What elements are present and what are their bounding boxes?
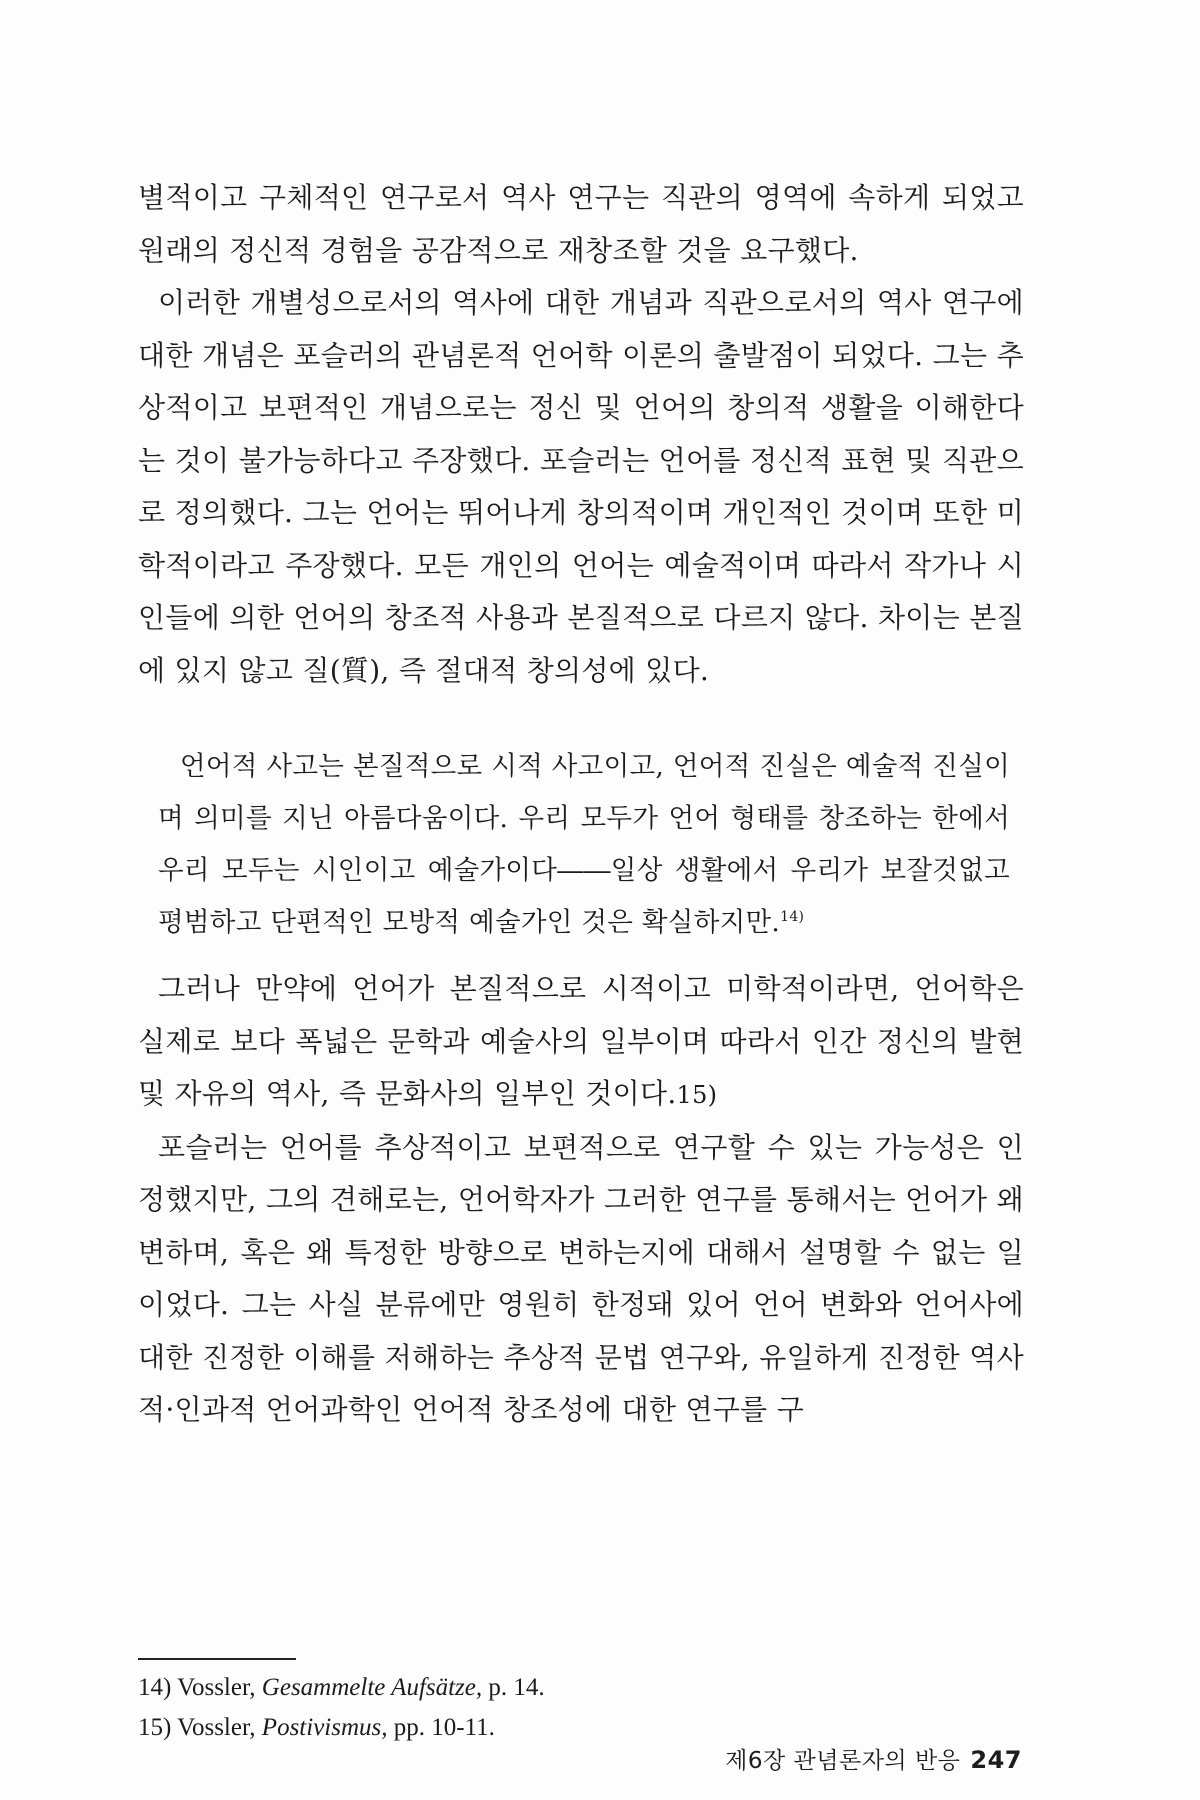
paragraph-3: 그러나 만약에 언어가 본질적으로 시적이고 미학적이라면, 언어학은 실제로 보다 폭넓은 문학과 예술사의 일부이며 따라서 인간 정신의 발현 및 자유의 역사, 즉 문화사의 일부인 것이다.15)	[138, 972, 1024, 1110]
page-footer	[725, 1742, 1022, 1775]
paragraph-1: 별적이고 구체적인 연구로서 역사 연구는 직관의 영역에 속하게 되었고 원래의 정신적 경험을 공감적으로 재창조할 것을 요구했다.	[138, 181, 1024, 267]
footnote-ref-14: 14)	[780, 909, 805, 926]
footnotes	[138, 1668, 1018, 1748]
footnote-page: pp. 10-11.	[393, 1714, 495, 1741]
paragraph-4: 포슬러는 언어를 추상적이고 보편적으로 연구할 수 있는 가능성은 인정했지만, 그의 견해로는, 언어학자가 그러한 연구를 통해서는 언어가 왜 변하며, 혹은 왜 특정한 방향으로 변하는지에 대해서 설명할 수 없는 일이었다. 그는 사실 분류에만 영원히 한정돼 있어 언어 변화와 언어사에 대한 진정한 이해를 저해하는 추상적 문법 연구와, 유일하게 진정한 역사적·인과적 언어과학인 언어적 창조성에 대한 연구를 구	[138, 1130, 1024, 1426]
footnote-ref-15: 15)	[676, 1081, 718, 1109]
footnote-number: 15)	[138, 1714, 172, 1741]
footnote-title: Postivismus,	[261, 1714, 388, 1741]
paragraph-2: 이러한 개별성으로서의 역사에 대한 개념과 직관으로서의 역사 연구에 대한 개념은 포슬러의 관념론적 언어학 이론의 출발점이 되었다. 그는 추상적이고 보편적인 개념으로는 정신 및 언어의 창의적 생활을 이해한다는 것이 불가능하다고 주장했다. 포슬러는 언어를 정신적 표현 및 직관으로 정의했다. 그는 언어는 뛰어나게 창의적이며 개인적인 것이며 또한 미학적이라고 주장했다. 모든 개인의 언어는 예술적이며 따라서 작가나 시인들에 의한 언어의 창조적 사용과 본질적으로 다르지 않다. 차이는 본질에 있지 않고 질(質), 즉 절대적 창의성에 있다.	[138, 286, 1024, 687]
footnote-author: Vossler,	[177, 1674, 256, 1701]
block-quote	[158, 741, 1010, 949]
running-footer-chapter: 제6장 관념론자의 반응	[725, 1748, 961, 1774]
quote-text: 언어적 사고는 본질적으로 시적 사고이고, 언어적 진실은 예술적 진실이며 의미를 지닌 아름다움이다. 우리 모두가 언어 형태를 창조하는 한에서 우리 모두는 시인이고 예술가이다――일상 생활에서 우리가 보잘것없고 평범하고 단편적인 모방적 예술가인 것은 확실하지만.$^{14)}$	[158, 751, 1010, 938]
page-number: 247	[970, 1746, 1022, 1774]
footnote-author: Vossler,	[177, 1714, 256, 1741]
footnote-number: 14)	[138, 1674, 172, 1701]
footnote-page: p. 14.	[488, 1674, 545, 1701]
body-text-bottom	[138, 963, 1024, 1437]
footnote-14	[138, 1668, 1018, 1708]
footnote-divider	[138, 1658, 296, 1660]
body-text-top	[138, 172, 1024, 697]
footnote-title: Gesammelte Aufsätze,	[261, 1674, 483, 1701]
